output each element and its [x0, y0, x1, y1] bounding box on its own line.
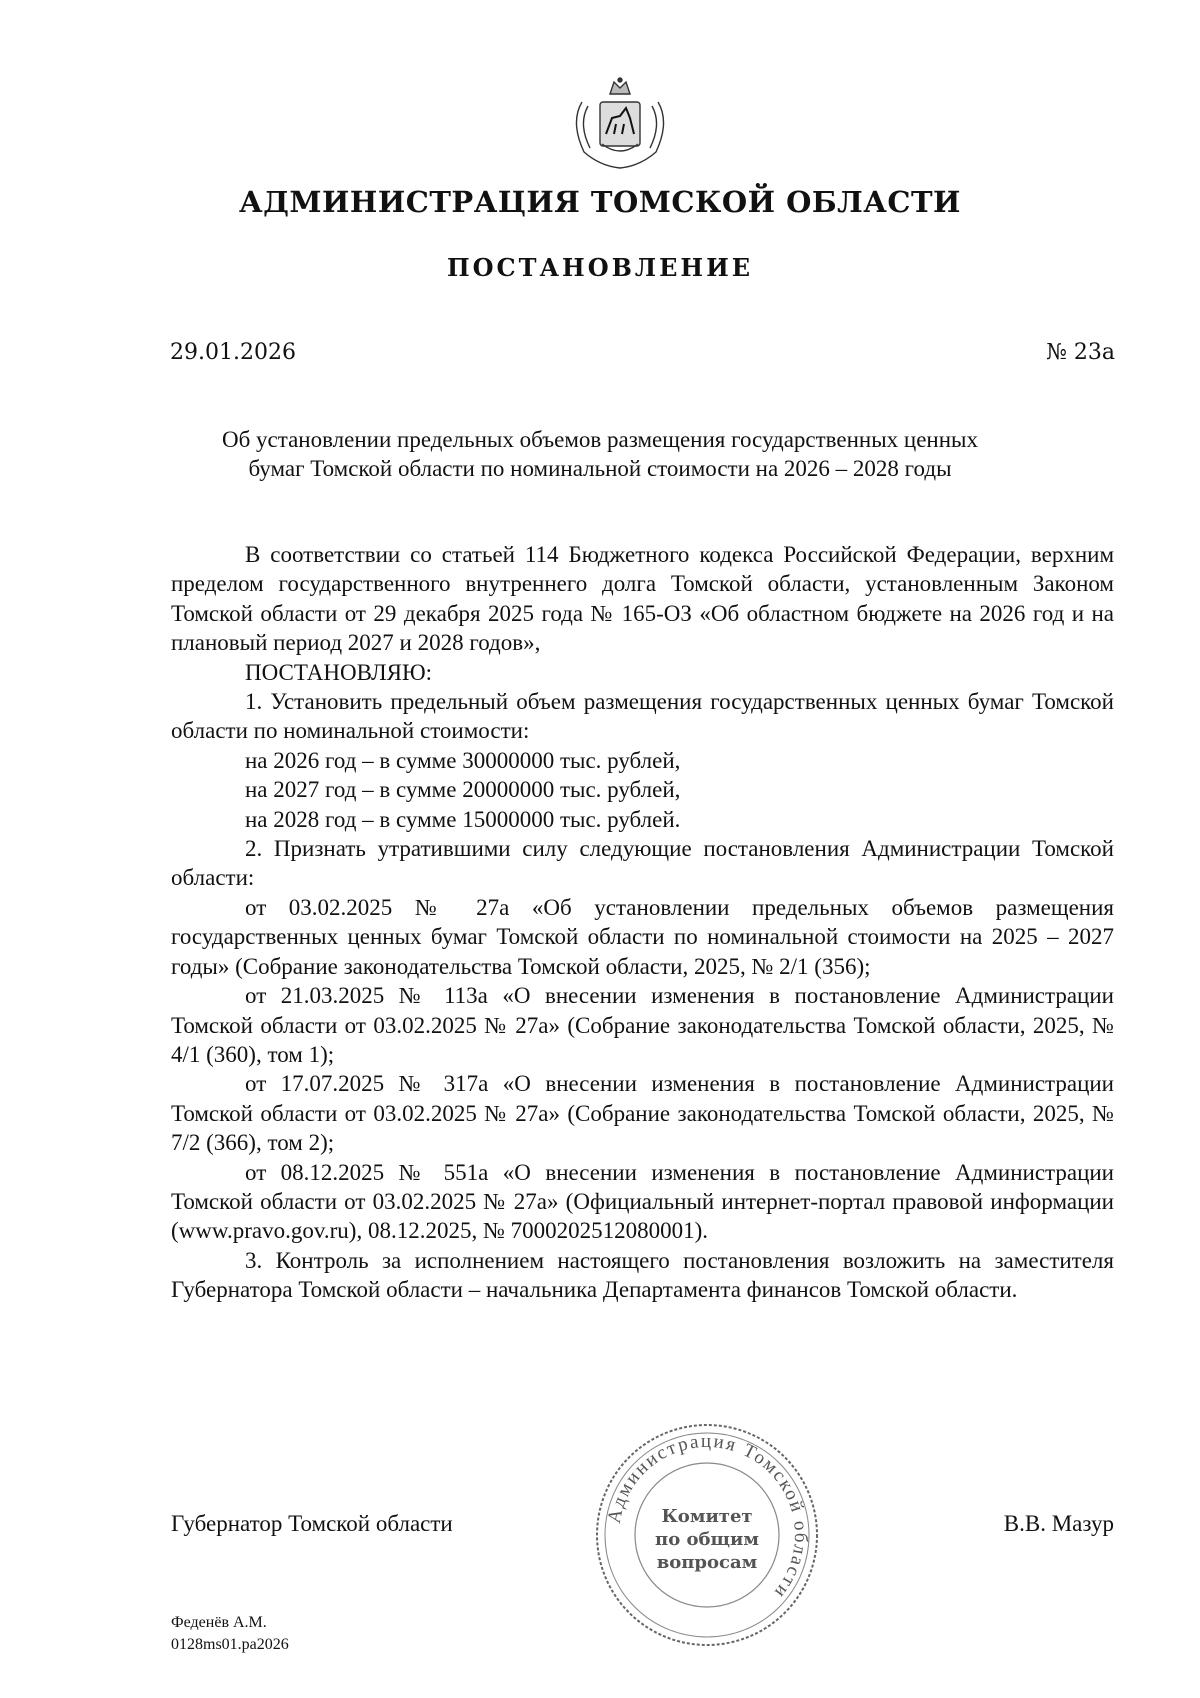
- organization-title: АДМИНИСТРАЦИЯ ТОМСКОЙ ОБЛАСТИ: [239, 185, 961, 219]
- decree-word: ПОСТАНОВЛЯЮ:: [245, 659, 433, 685]
- document-date: 29.01.2026: [170, 340, 296, 365]
- document-type: ПОСТАНОВЛЕНИЕ: [446, 253, 754, 282]
- document-number: № 23а: [1046, 340, 1115, 365]
- seal-line-1: Комитет: [661, 1506, 753, 1527]
- document-body: [171, 540, 1114, 1305]
- amount-line: на 2026 год – в сумме 30000000 тыс. рублей,: [245, 747, 681, 773]
- signatory-position: Губернатор Томской области: [171, 1511, 453, 1536]
- seal-ring-text: Администрация Томской области: [603, 1430, 812, 1604]
- repealed-act: от 08.12.2025 № 551а «О внесении изменения в постановление Администрации Томской области от 03.02.2025 № 27а» (Официальный интернет-портал правовой информации (www.pravo.gov.ru), 08.12.2025, № 7000202512080001).: [171, 1159, 1114, 1244]
- repealed-act: от 21.03.2025 № 113а «О внесении изменения в постановление Администрации Томской области от 03.02.2025 № 27а» (Собрание законодательства Томской области, 2025, № 4/1 (360), том 1);: [171, 983, 1114, 1067]
- amount-line: на 2028 год – в сумме 15000000 тыс. рублей.: [245, 806, 681, 832]
- document-subject: [150, 425, 1050, 483]
- subject-line-1: Об установлении предельных объемов размещения государственных ценных: [221, 427, 979, 452]
- coat-of-arms-icon: [560, 72, 680, 172]
- item-3-paragraph: 3. Контроль за исполнением настоящего постановления возложить на заместителя Губернатора Томской области – начальника Департамента финансов Томской области.: [171, 1247, 1114, 1303]
- repealed-act: от 03.02.2025 № 27а «Об установлении предельных объемов размещения государственных ценных бумаг Томской области по номинальной стоимости на 2025 – 2027 годы» (Собрание законодательства Томской области, 2025, № 2/1 (356);: [171, 894, 1114, 979]
- document-code: 0128ms01.pa2026: [171, 1636, 289, 1653]
- official-seal-stamp: [592, 1420, 822, 1650]
- item-1-paragraph: 1. Установить предельный объем размещения государственных ценных бумаг Томской области по номинальной стоимости:: [171, 689, 1114, 744]
- signatory-name: В.В. Мазур: [1003, 1511, 1114, 1536]
- amount-line: на 2027 год – в сумме 20000000 тыс. рублей,: [245, 777, 681, 803]
- seal-line-3: вопросам: [656, 1552, 758, 1573]
- subject-line-2: бумаг Томской области по номинальной стоимости на 2026 – 2028 годы: [248, 456, 952, 481]
- seal-line-2: по общим: [655, 1529, 759, 1550]
- executor-name: Феденёв А.М.: [171, 1614, 267, 1631]
- item-2-paragraph: 2. Признать утратившими силу следующие постановления Администрации Томской области:: [171, 836, 1114, 891]
- preamble-paragraph: В соответствии со статьей 114 Бюджетного кодекса Российской Федерации, верхним пределом государственного внутреннего долга Томской области, установленным Законом Томской области от 29 декабря 2025 года № 165-ОЗ «Об областном бюджете на 2026 год и на плановый период 2027 и 2028 годов»,: [171, 542, 1114, 656]
- repealed-act: от 17.07.2025 № 317а «О внесении изменения в постановление Администрации Томской области от 03.02.2025 № 27а» (Собрание законодательства Томской области, 2025, № 7/2 (366), том 2);: [171, 1071, 1114, 1156]
- footer-block: [171, 1612, 289, 1656]
